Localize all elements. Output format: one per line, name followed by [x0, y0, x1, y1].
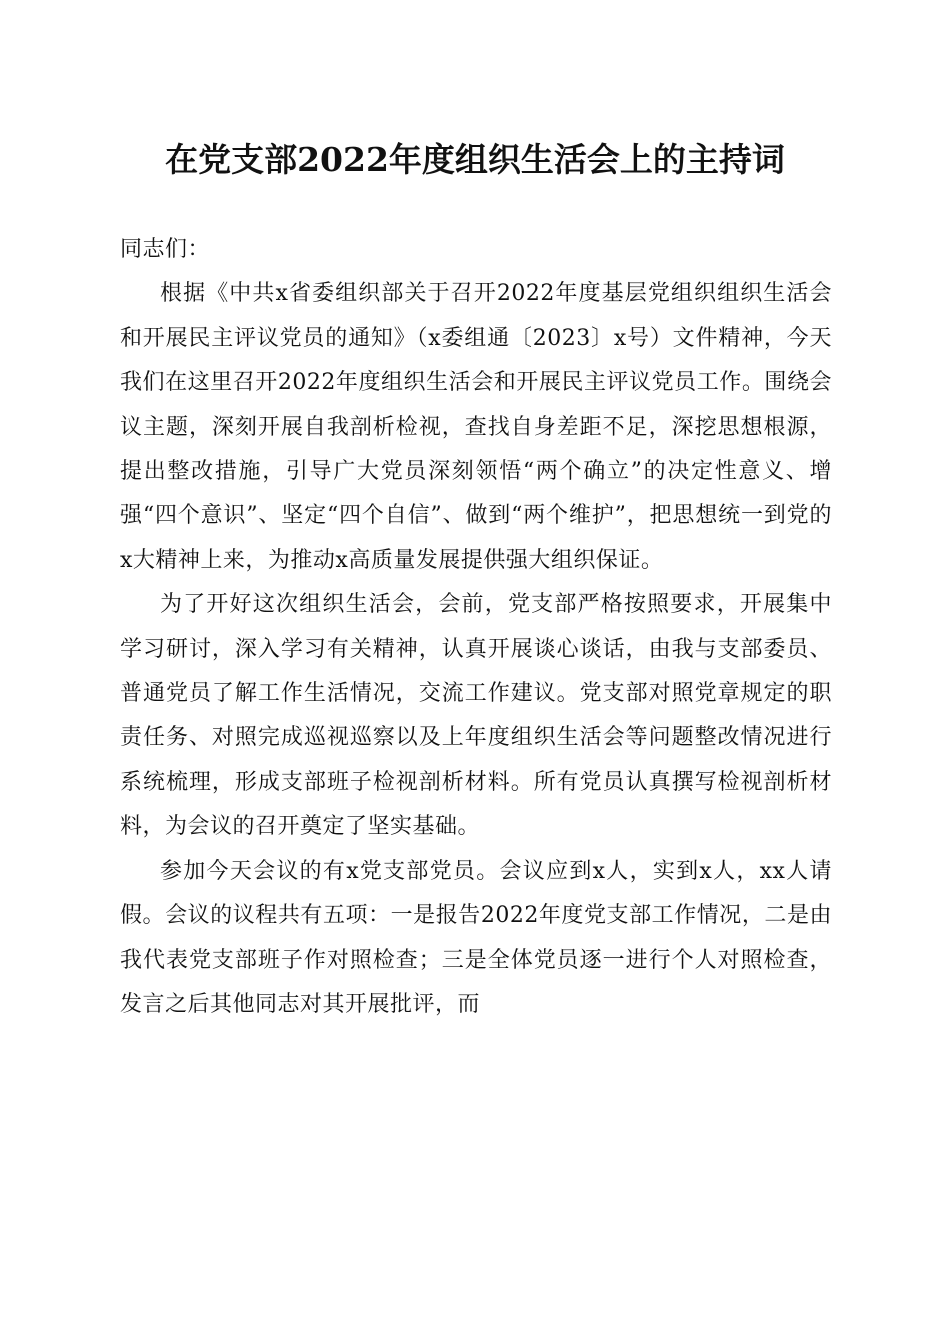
paragraph-preparation: 为了开好这次组织生活会，会前，党支部严格按照要求，开展集中学习研讨，深入学习有关精神，认真开展谈心谈话，由我与支部委员、普通党员了解工作生活情况，交流工作建议。党支部对照党章规定的职责任务、对照完成巡视巡察以及上年度组织生活会等问题整改情况进行系统梳理，形成支部班子检视剖析材料。所有党员认真撰写检视剖析材料，为会议的召开奠定了坚实基础。: [120, 592, 832, 840]
paragraph-agenda: 参加今天会议的有x党支部党员。会议应到x人，实到x人，xx人请假。会议的议程共有五项：一是报告2022年度党支部工作情况，二是由我代表党支部班子作对照检查；三是全体党员逐一进行个人对照检查，发言之后其他同志对其开展批评，而: [120, 858, 832, 1017]
greeting: 同志们：: [120, 237, 211, 262]
document-body: [120, 228, 832, 1027]
paragraph-basis: 根据《中共x省委组织部关于召开2022年度基层党组织组织生活会和开展民主评议党员的通知》（x委组通〔2023〕x号）文件精神，今天我们在这里召开2022年度组织生活会和开展民主评议党员工作。围绕会议主题，深刻开展自我剖析检视，查找自身差距不足，深挖思想根源，提出整改措施，引导广大党员深刻领悟“两个确立”的决定性意义、增强“四个意识”、坚定“四个自信”、做到“两个维护”，把思想统一到党的x大精神上来，为推动x高质量发展提供强大组织保证。: [120, 281, 832, 573]
document-title: 在党支部2022年度组织生活会上的主持词: [165, 140, 785, 179]
